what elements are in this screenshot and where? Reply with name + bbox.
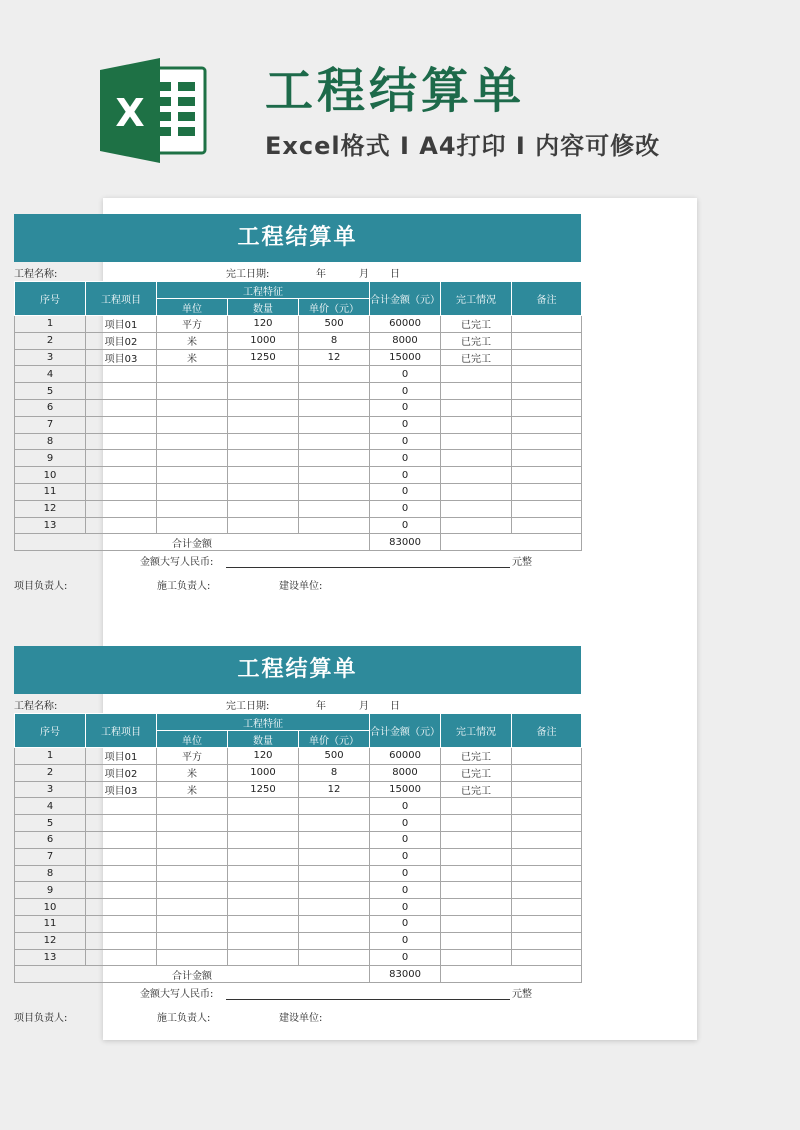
sheet-title: 工程结算单 [14, 214, 581, 262]
row-unit [157, 798, 228, 815]
banner [0, 0, 800, 190]
row-unit [157, 932, 228, 949]
row-total: 0 [370, 815, 441, 832]
header-qty: 数量 [228, 299, 299, 316]
row-note [512, 882, 582, 899]
row-qty [228, 865, 299, 882]
row-seq: 13 [15, 949, 86, 966]
row-total: 60000 [370, 316, 441, 333]
header-seq: 序号 [15, 282, 86, 316]
manager-label: 项目负责人: [14, 1013, 68, 1025]
row-price [299, 798, 370, 815]
table-row [15, 467, 582, 484]
row-qty [228, 433, 299, 450]
row-seq: 2 [15, 764, 86, 781]
header-row-1 [15, 714, 582, 731]
row-seq: 11 [15, 483, 86, 500]
row-price [299, 899, 370, 916]
row-price [299, 882, 370, 899]
header-item: 工程项目 [86, 714, 157, 748]
row-status [441, 815, 512, 832]
table-row [15, 366, 582, 383]
table-row [15, 748, 582, 765]
builder-label: 建设单位: [279, 581, 323, 593]
table-row [15, 949, 582, 966]
svg-text:X: X [115, 91, 145, 135]
row-total: 0 [370, 467, 441, 484]
row-unit: 米 [157, 332, 228, 349]
row-qty [228, 483, 299, 500]
row-seq: 2 [15, 332, 86, 349]
info-row [14, 262, 581, 281]
header-total: 合计金额（元） [370, 282, 441, 316]
row-status [441, 882, 512, 899]
row-note [512, 450, 582, 467]
row-seq: 10 [15, 899, 86, 916]
row-seq: 4 [15, 798, 86, 815]
year-label: 年 [316, 701, 326, 712]
row-item [86, 831, 157, 848]
completion-date-label: 完工日期: [226, 701, 270, 712]
row-qty [228, 500, 299, 517]
table-row [15, 433, 582, 450]
row-note [512, 433, 582, 450]
row-seq: 12 [15, 932, 86, 949]
row-status: 已完工 [441, 781, 512, 798]
header-status: 完工情况 [441, 282, 512, 316]
sum-value: 83000 [370, 966, 441, 983]
table-row [15, 865, 582, 882]
row-qty [228, 815, 299, 832]
contractor-label: 施工负责人: [157, 1013, 211, 1025]
sheet-footer [14, 551, 581, 607]
row-note [512, 500, 582, 517]
row-price [299, 932, 370, 949]
row-qty [228, 899, 299, 916]
row-item [86, 366, 157, 383]
row-unit [157, 899, 228, 916]
row-total: 0 [370, 949, 441, 966]
row-total: 8000 [370, 764, 441, 781]
row-total: 15000 [370, 781, 441, 798]
row-status [441, 483, 512, 500]
header-unit: 单位 [157, 299, 228, 316]
row-qty: 1250 [228, 349, 299, 366]
sum-blank [441, 534, 582, 551]
row-status [441, 798, 512, 815]
row-note [512, 349, 582, 366]
sum-row [15, 534, 582, 551]
row-unit [157, 483, 228, 500]
header-status: 完工情况 [441, 714, 512, 748]
table-row [15, 798, 582, 815]
sum-row [15, 966, 582, 983]
row-note [512, 781, 582, 798]
header-unit: 单位 [157, 731, 228, 748]
row-note [512, 316, 582, 333]
row-status [441, 517, 512, 534]
row-item [86, 899, 157, 916]
table-row [15, 915, 582, 932]
row-unit [157, 517, 228, 534]
row-status: 已完工 [441, 349, 512, 366]
row-qty [228, 848, 299, 865]
row-price [299, 848, 370, 865]
header-seq: 序号 [15, 714, 86, 748]
row-note [512, 815, 582, 832]
row-note [512, 748, 582, 765]
table-row [15, 781, 582, 798]
row-total: 0 [370, 433, 441, 450]
row-qty [228, 915, 299, 932]
row-note [512, 764, 582, 781]
row-total: 0 [370, 366, 441, 383]
row-qty [228, 399, 299, 416]
row-seq: 1 [15, 316, 86, 333]
row-status [441, 915, 512, 932]
table-row [15, 332, 582, 349]
row-qty [228, 882, 299, 899]
row-item [86, 865, 157, 882]
row-status [441, 366, 512, 383]
row-price [299, 416, 370, 433]
row-status: 已完工 [441, 316, 512, 333]
row-total: 0 [370, 932, 441, 949]
row-total: 0 [370, 517, 441, 534]
info-row [14, 694, 581, 713]
row-status [441, 416, 512, 433]
header-note: 备注 [512, 282, 582, 316]
row-seq: 8 [15, 433, 86, 450]
row-total: 0 [370, 831, 441, 848]
row-unit [157, 831, 228, 848]
header-note: 备注 [512, 714, 582, 748]
table-row [15, 831, 582, 848]
row-unit [157, 848, 228, 865]
row-seq: 7 [15, 416, 86, 433]
row-status: 已完工 [441, 332, 512, 349]
settlement-sheet [14, 214, 581, 607]
header-item: 工程项目 [86, 282, 157, 316]
table-row [15, 383, 582, 400]
row-seq: 5 [15, 815, 86, 832]
row-price: 12 [299, 781, 370, 798]
row-seq: 10 [15, 467, 86, 484]
row-unit [157, 399, 228, 416]
row-seq: 11 [15, 915, 86, 932]
row-qty: 1000 [228, 764, 299, 781]
manager-label: 项目负责人: [14, 581, 68, 593]
row-note [512, 366, 582, 383]
settlement-table [14, 713, 582, 983]
row-total: 0 [370, 882, 441, 899]
row-item [86, 467, 157, 484]
row-unit: 米 [157, 781, 228, 798]
table-row [15, 500, 582, 517]
contractor-label: 施工负责人: [157, 581, 211, 593]
row-price [299, 500, 370, 517]
header-row-1 [15, 282, 582, 299]
row-price [299, 865, 370, 882]
table-row [15, 399, 582, 416]
row-qty [228, 831, 299, 848]
row-status [441, 899, 512, 916]
row-status [441, 949, 512, 966]
table-row [15, 517, 582, 534]
project-name-label: 工程名称: [14, 701, 58, 712]
rmb-label: 金额大写人民币: [140, 989, 214, 1001]
row-item [86, 416, 157, 433]
settlement-table [14, 281, 582, 551]
rmb-underline [226, 999, 510, 1000]
row-unit [157, 366, 228, 383]
row-item [86, 433, 157, 450]
day-label: 日 [390, 269, 400, 280]
row-unit [157, 500, 228, 517]
row-qty [228, 932, 299, 949]
row-status [441, 500, 512, 517]
row-qty [228, 798, 299, 815]
row-note [512, 517, 582, 534]
row-qty [228, 416, 299, 433]
row-status: 已完工 [441, 764, 512, 781]
row-unit [157, 383, 228, 400]
row-seq: 9 [15, 450, 86, 467]
row-price [299, 831, 370, 848]
row-item: 项目02 [86, 332, 157, 349]
sheet-title: 工程结算单 [14, 646, 581, 694]
row-price: 8 [299, 332, 370, 349]
table-row [15, 932, 582, 949]
row-note [512, 483, 582, 500]
table-row [15, 316, 582, 333]
row-unit [157, 882, 228, 899]
row-unit [157, 865, 228, 882]
row-item [86, 500, 157, 517]
builder-label: 建设单位: [279, 1013, 323, 1025]
row-item [86, 517, 157, 534]
row-status [441, 865, 512, 882]
row-seq: 5 [15, 383, 86, 400]
header-qty: 数量 [228, 731, 299, 748]
sum-blank [441, 966, 582, 983]
row-unit [157, 433, 228, 450]
table-row [15, 815, 582, 832]
row-note [512, 332, 582, 349]
row-note [512, 949, 582, 966]
row-unit [157, 949, 228, 966]
row-unit: 米 [157, 349, 228, 366]
row-price [299, 366, 370, 383]
sum-label: 合计金额 [15, 534, 370, 551]
year-label: 年 [316, 269, 326, 280]
table-row [15, 416, 582, 433]
row-item [86, 815, 157, 832]
row-seq: 3 [15, 781, 86, 798]
row-item [86, 399, 157, 416]
completion-date-label: 完工日期: [226, 269, 270, 280]
row-note [512, 865, 582, 882]
row-item [86, 848, 157, 865]
row-unit: 米 [157, 764, 228, 781]
row-total: 0 [370, 865, 441, 882]
row-price: 500 [299, 316, 370, 333]
banner-title: 工程结算单 [265, 63, 526, 119]
row-status [441, 399, 512, 416]
row-note [512, 848, 582, 865]
month-label: 月 [359, 269, 369, 280]
row-qty [228, 949, 299, 966]
header-price: 单价（元） [299, 731, 370, 748]
row-qty [228, 383, 299, 400]
row-item [86, 915, 157, 932]
row-qty [228, 450, 299, 467]
row-status [441, 848, 512, 865]
table-row [15, 848, 582, 865]
row-qty [228, 467, 299, 484]
row-price [299, 483, 370, 500]
row-price: 500 [299, 748, 370, 765]
header-feature: 工程特征 [157, 282, 370, 299]
row-total: 60000 [370, 748, 441, 765]
row-item [86, 798, 157, 815]
row-item [86, 483, 157, 500]
table-row [15, 899, 582, 916]
row-total: 0 [370, 399, 441, 416]
row-item [86, 882, 157, 899]
day-label: 日 [390, 701, 400, 712]
row-seq: 7 [15, 848, 86, 865]
row-qty: 120 [228, 748, 299, 765]
sum-label: 合计金额 [15, 966, 370, 983]
row-status [441, 932, 512, 949]
row-item [86, 450, 157, 467]
row-price [299, 383, 370, 400]
row-total: 0 [370, 899, 441, 916]
row-note [512, 899, 582, 916]
row-status [441, 831, 512, 848]
table-row [15, 764, 582, 781]
row-qty: 1000 [228, 332, 299, 349]
row-price [299, 815, 370, 832]
rmb-underline [226, 567, 510, 568]
row-seq: 8 [15, 865, 86, 882]
row-item [86, 383, 157, 400]
row-status: 已完工 [441, 748, 512, 765]
row-note [512, 383, 582, 400]
row-unit [157, 915, 228, 932]
row-price [299, 399, 370, 416]
row-seq: 9 [15, 882, 86, 899]
row-note [512, 915, 582, 932]
row-seq: 6 [15, 399, 86, 416]
row-status [441, 433, 512, 450]
row-total: 0 [370, 500, 441, 517]
table-row [15, 483, 582, 500]
row-item: 项目03 [86, 349, 157, 366]
rmb-suffix: 元整 [512, 989, 532, 1001]
table-row [15, 349, 582, 366]
table-row [15, 450, 582, 467]
row-qty [228, 366, 299, 383]
row-status [441, 467, 512, 484]
sum-value: 83000 [370, 534, 441, 551]
row-item [86, 949, 157, 966]
row-seq: 13 [15, 517, 86, 534]
row-qty: 1250 [228, 781, 299, 798]
rmb-label: 金额大写人民币: [140, 557, 214, 569]
row-total: 0 [370, 383, 441, 400]
header-price: 单价（元） [299, 299, 370, 316]
row-item: 项目03 [86, 781, 157, 798]
row-total: 0 [370, 450, 441, 467]
row-status [441, 383, 512, 400]
row-unit [157, 416, 228, 433]
excel-logo-icon [100, 58, 210, 163]
month-label: 月 [359, 701, 369, 712]
row-unit: 平方 [157, 748, 228, 765]
row-price [299, 433, 370, 450]
row-price [299, 915, 370, 932]
row-note [512, 416, 582, 433]
header-feature: 工程特征 [157, 714, 370, 731]
row-seq: 1 [15, 748, 86, 765]
row-seq: 3 [15, 349, 86, 366]
row-qty [228, 517, 299, 534]
row-unit [157, 450, 228, 467]
row-item [86, 932, 157, 949]
row-total: 15000 [370, 349, 441, 366]
row-qty: 120 [228, 316, 299, 333]
row-item: 项目01 [86, 316, 157, 333]
row-total: 0 [370, 848, 441, 865]
row-note [512, 399, 582, 416]
row-price [299, 949, 370, 966]
header-total: 合计金额（元） [370, 714, 441, 748]
row-seq: 6 [15, 831, 86, 848]
row-price [299, 467, 370, 484]
row-item: 项目01 [86, 748, 157, 765]
row-price: 12 [299, 349, 370, 366]
row-price: 8 [299, 764, 370, 781]
row-item: 项目02 [86, 764, 157, 781]
row-total: 0 [370, 483, 441, 500]
row-price [299, 517, 370, 534]
row-note [512, 831, 582, 848]
row-total: 0 [370, 798, 441, 815]
row-seq: 12 [15, 500, 86, 517]
row-note [512, 467, 582, 484]
banner-subtitle: Excel格式 I A4打印 I 内容可修改 [265, 132, 661, 160]
sheet-footer [14, 983, 581, 1039]
settlement-sheet [14, 646, 581, 1039]
table-row [15, 882, 582, 899]
rmb-suffix: 元整 [512, 557, 532, 569]
row-total: 0 [370, 915, 441, 932]
row-unit [157, 815, 228, 832]
row-note [512, 932, 582, 949]
row-total: 8000 [370, 332, 441, 349]
row-unit: 平方 [157, 316, 228, 333]
row-seq: 4 [15, 366, 86, 383]
row-price [299, 450, 370, 467]
project-name-label: 工程名称: [14, 269, 58, 280]
row-note [512, 798, 582, 815]
row-total: 0 [370, 416, 441, 433]
row-unit [157, 467, 228, 484]
row-status [441, 450, 512, 467]
